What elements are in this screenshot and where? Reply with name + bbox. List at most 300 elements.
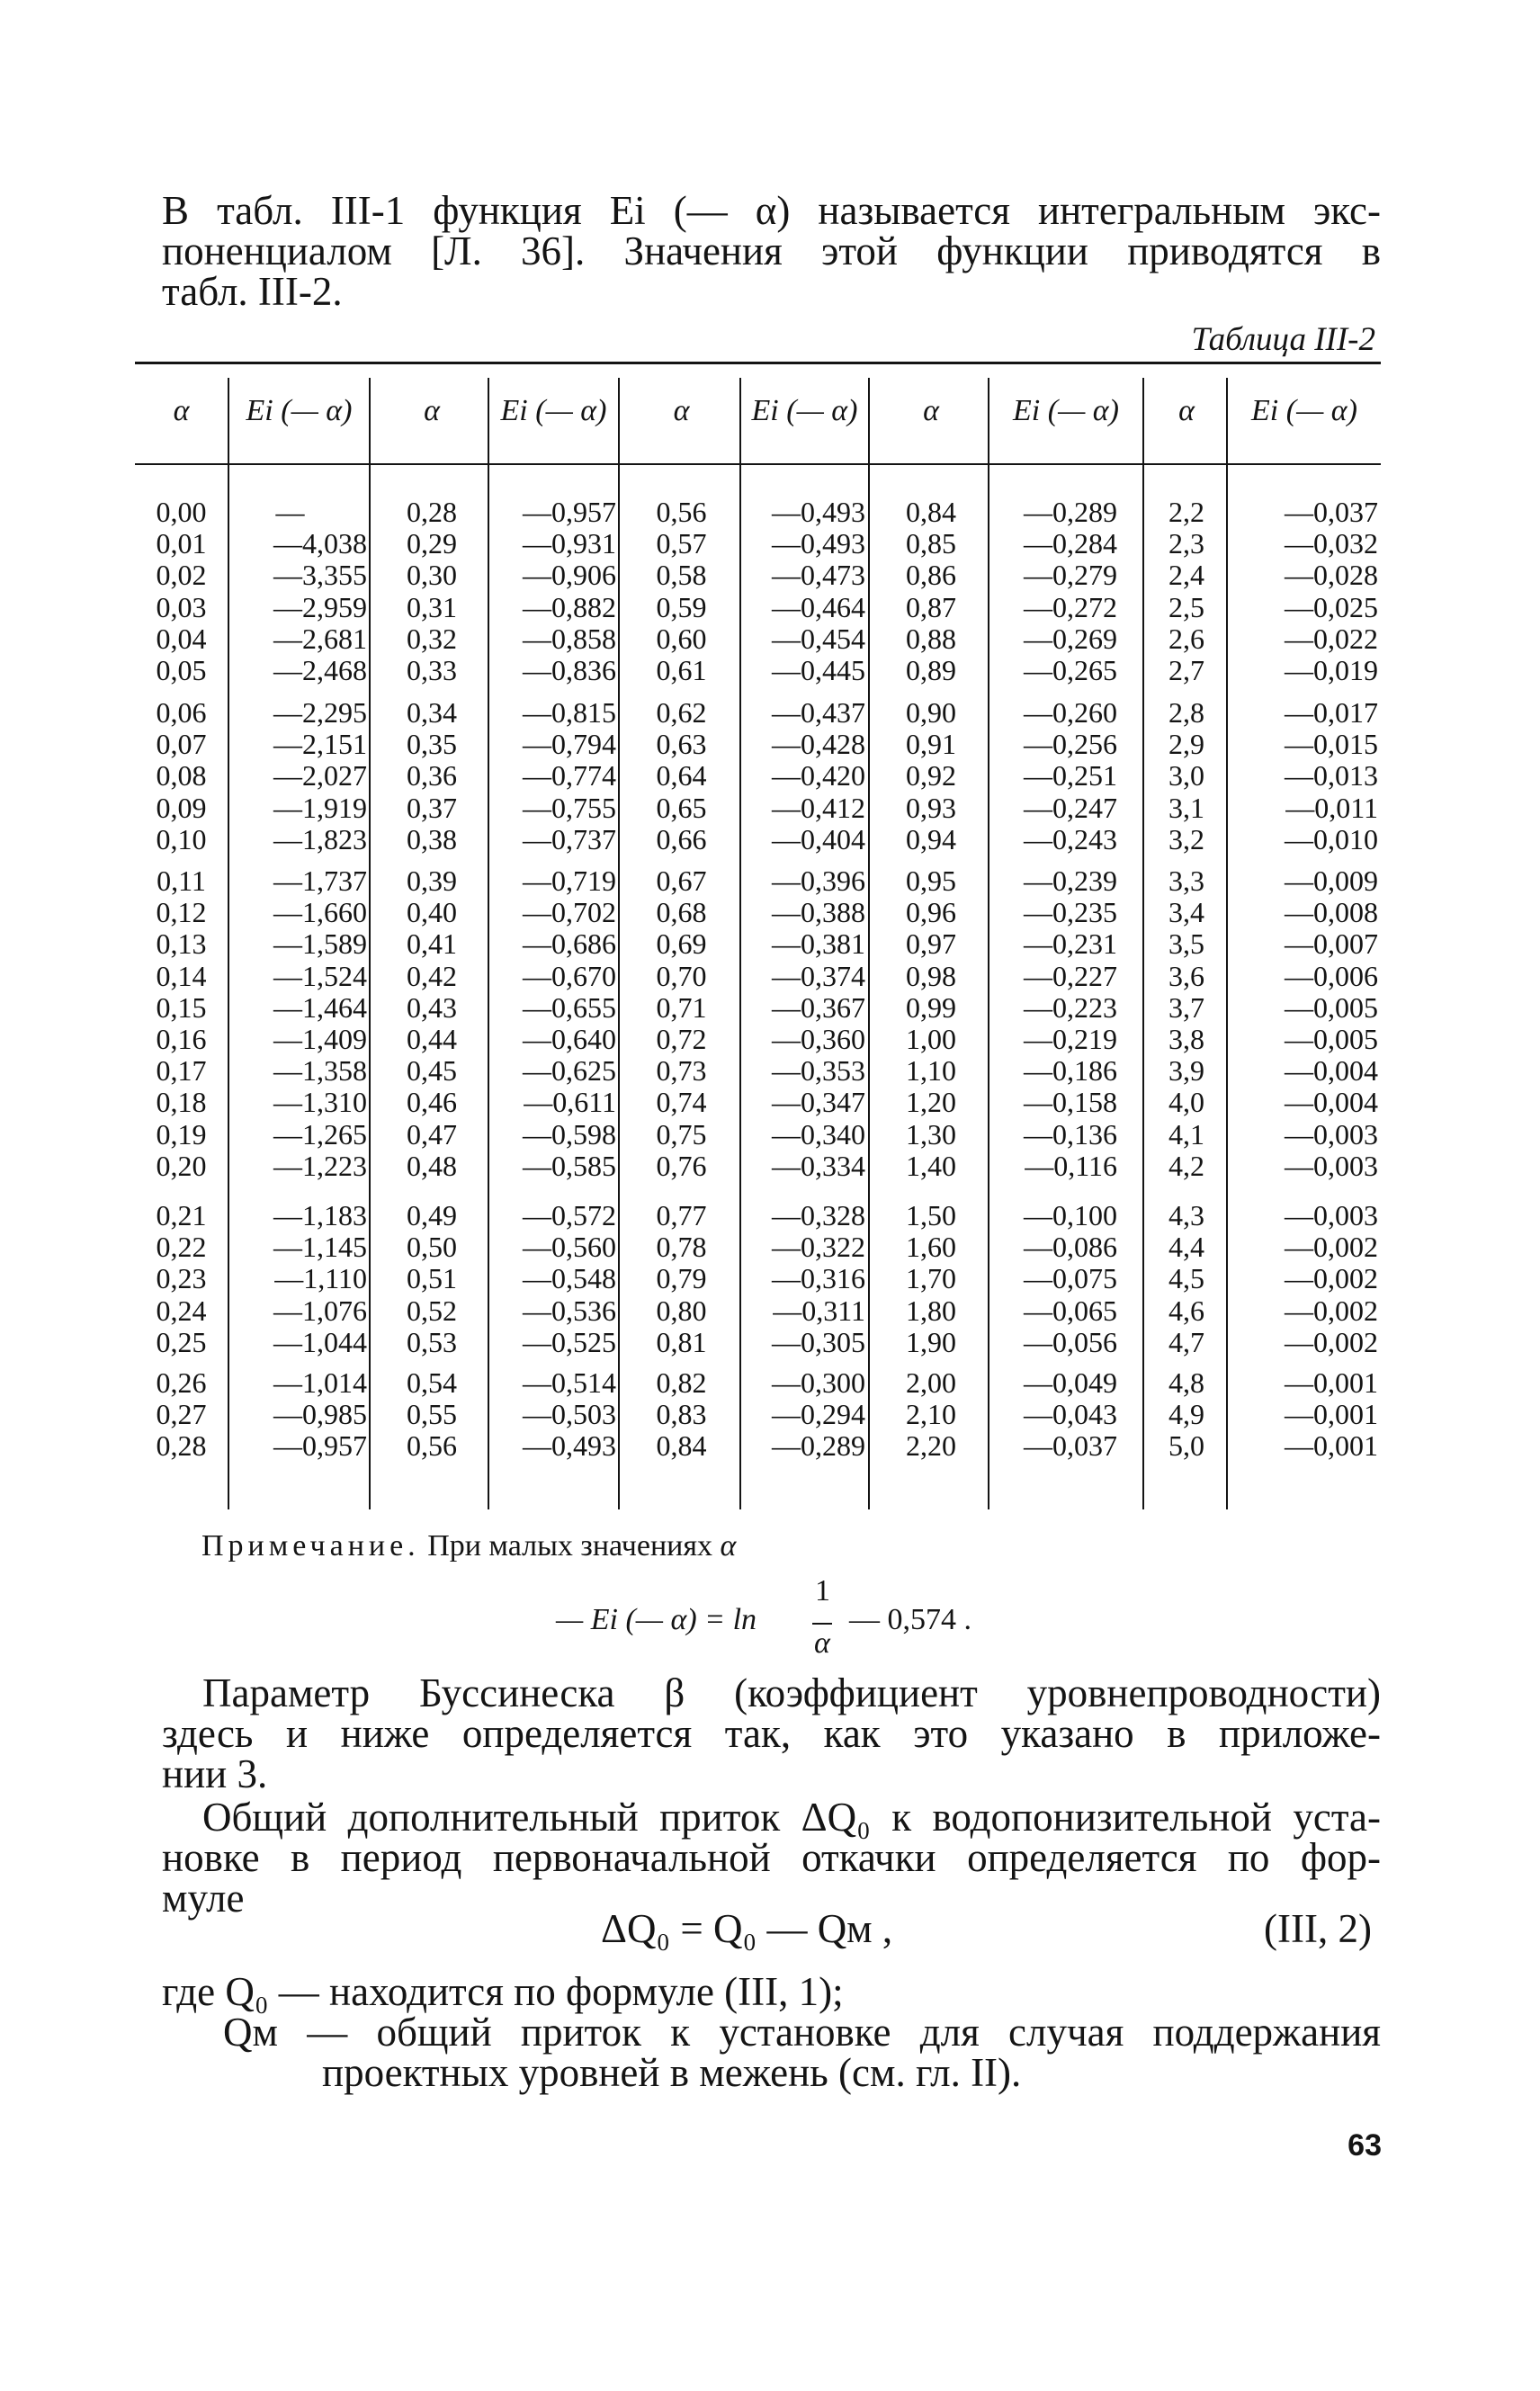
ei-value-cell: —2,959 — [273, 590, 367, 623]
ei-value-cell: —0,755 — [523, 791, 616, 824]
ei-value-cell: —0,548 — [523, 1262, 616, 1295]
header-alpha: α — [1178, 394, 1195, 427]
ei-value-cell: —1,409 — [273, 1023, 367, 1055]
alpha-cell: 0,28 — [156, 1429, 207, 1463]
ei-value-cell: —1,310 — [273, 1086, 367, 1119]
alpha-cell: 0,79 — [656, 1262, 707, 1295]
ei-value-cell: —0,420 — [772, 759, 865, 793]
alpha-cell: 0,46 — [407, 1086, 457, 1119]
ei-value-cell: —0,002 — [1285, 1325, 1378, 1358]
ei-value-cell: —0,002 — [1285, 1262, 1378, 1295]
ei-value-cell: —1,919 — [273, 791, 367, 824]
ei-value-cell: —0,136 — [1024, 1117, 1117, 1151]
alpha-cell: 0,00 — [156, 496, 207, 528]
ei-value-cell: —0,219 — [1024, 1023, 1117, 1055]
ei-value-cell: —0,503 — [523, 1398, 616, 1431]
alpha-cell: 0,96 — [906, 896, 956, 929]
ei-value-cell: —0,328 — [772, 1199, 865, 1231]
note-label: Примечание. — [201, 1529, 420, 1563]
intro-line-3: табл. III-2. — [162, 269, 343, 314]
ei-value-cell: —0,158 — [1024, 1086, 1117, 1119]
ei-value-cell: —0,247 — [1024, 791, 1117, 824]
alpha-cell: 0,89 — [906, 654, 956, 686]
ei-value-cell: —0,353 — [772, 1054, 865, 1088]
alpha-cell: 4,6 — [1168, 1294, 1204, 1327]
para2-line-2: здесь и ниже определяется так, как это указано в приложе- — [162, 1711, 1381, 1756]
alpha-cell: 0,73 — [656, 1054, 707, 1088]
alpha-cell: 0,95 — [906, 864, 956, 897]
alpha-cell: 0,07 — [156, 728, 207, 761]
alpha-cell: 2,00 — [906, 1366, 956, 1399]
alpha-cell: 0,04 — [156, 622, 207, 655]
alpha-cell: 0,84 — [906, 496, 956, 528]
table-column-divider — [739, 378, 741, 1509]
alpha-cell: 0,76 — [656, 1149, 707, 1182]
alpha-cell: 0,98 — [906, 959, 956, 992]
alpha-cell: 0,36 — [407, 759, 457, 793]
alpha-cell: 0,21 — [156, 1199, 207, 1231]
ei-value-cell: —0,279 — [1024, 559, 1117, 592]
alpha-cell: 0,47 — [407, 1117, 457, 1151]
alpha-cell: 0,61 — [656, 654, 707, 686]
alpha-cell: 0,28 — [407, 496, 457, 528]
alpha-cell: 1,50 — [906, 1199, 956, 1231]
ei-value-cell: —0,005 — [1285, 1023, 1378, 1055]
ei-value-cell: —0,340 — [772, 1117, 865, 1151]
ei-value-cell: —0,223 — [1024, 990, 1117, 1024]
alpha-cell: 0,27 — [156, 1398, 207, 1431]
alpha-cell: 0,83 — [656, 1398, 707, 1431]
alpha-cell: 3,8 — [1168, 1023, 1204, 1055]
alpha-cell: 2,4 — [1168, 559, 1204, 592]
ei-value-cell: —1,076 — [273, 1294, 367, 1327]
alpha-cell: 0,51 — [407, 1262, 457, 1295]
note-alpha: α — [720, 1529, 737, 1563]
ei-value-cell: —0,037 — [1285, 496, 1378, 528]
ei-value-cell: —0,686 — [523, 927, 616, 961]
alpha-cell: 4,2 — [1168, 1149, 1204, 1182]
alpha-cell: 4,7 — [1168, 1325, 1204, 1358]
ei-value-cell: —0,075 — [1024, 1262, 1117, 1295]
ei-value-cell: —0,560 — [523, 1231, 616, 1264]
alpha-cell: 0,86 — [906, 559, 956, 592]
page-number: 63 — [1348, 2128, 1382, 2163]
alpha-cell: 0,25 — [156, 1325, 207, 1358]
ei-value-cell: — — [275, 496, 305, 528]
ei-value-cell: —0,007 — [1285, 927, 1378, 961]
ei-value-cell: —0,374 — [772, 959, 865, 992]
alpha-cell: 0,26 — [156, 1366, 207, 1399]
ei-value-cell: —0,019 — [1285, 654, 1378, 686]
alpha-cell: 1,20 — [906, 1086, 956, 1119]
ei-value-cell: —0,985 — [273, 1398, 367, 1431]
alpha-cell: 0,59 — [656, 590, 707, 623]
ei-value-cell: —0,043 — [1024, 1398, 1117, 1431]
alpha-cell: 0,74 — [656, 1086, 707, 1119]
alpha-cell: 0,56 — [656, 496, 707, 528]
alpha-cell: 4,3 — [1168, 1199, 1204, 1231]
intro-paragraph — [162, 188, 1381, 314]
alpha-cell: 3,1 — [1168, 791, 1204, 824]
ei-value-cell: —2,681 — [273, 622, 367, 655]
ei-value-cell: —0,251 — [1024, 759, 1117, 793]
alpha-cell: 0,32 — [407, 622, 457, 655]
ei-value-cell: —0,412 — [772, 791, 865, 824]
alpha-cell: 0,14 — [156, 959, 207, 992]
alpha-cell: 1,40 — [906, 1149, 956, 1182]
ei-value-cell: —0,611 — [524, 1086, 616, 1119]
fraction-bar — [812, 1623, 832, 1625]
ei-value-cell: —0,305 — [772, 1325, 865, 1358]
ei-value-cell: —0,003 — [1285, 1199, 1378, 1231]
ei-value-cell: —0,227 — [1024, 959, 1117, 992]
alpha-cell: 2,2 — [1168, 496, 1204, 528]
alpha-cell: 0,09 — [156, 791, 207, 824]
table-top-rule — [135, 362, 1381, 364]
alpha-cell: 0,10 — [156, 822, 207, 855]
ei-value-cell: —0,260 — [1024, 696, 1117, 729]
alpha-cell: 2,5 — [1168, 590, 1204, 623]
alpha-cell: 0,80 — [656, 1294, 707, 1327]
alpha-cell: 0,45 — [407, 1054, 457, 1088]
alpha-cell: 4,4 — [1168, 1231, 1204, 1264]
alpha-cell: 2,10 — [906, 1398, 956, 1431]
ei-value-cell: —0,655 — [523, 990, 616, 1024]
ei-value-cell: —0,322 — [772, 1231, 865, 1264]
header-alpha: α — [424, 394, 440, 427]
alpha-cell: 0,65 — [656, 791, 707, 824]
alpha-cell: 1,90 — [906, 1325, 956, 1358]
alpha-cell: 0,91 — [906, 728, 956, 761]
alpha-cell: 0,85 — [906, 527, 956, 560]
alpha-cell: 0,56 — [407, 1429, 457, 1463]
ei-value-cell: —0,906 — [523, 559, 616, 592]
alpha-cell: 0,70 — [656, 959, 707, 992]
ei-value-cell: —0,116 — [1025, 1149, 1117, 1182]
alpha-cell: 3,0 — [1168, 759, 1204, 793]
alpha-cell: 0,24 — [156, 1294, 207, 1327]
alpha-cell: 1,00 — [906, 1023, 956, 1055]
table-column-divider — [488, 378, 489, 1509]
alpha-cell: 2,6 — [1168, 622, 1204, 655]
ei-value-cell: —3,355 — [273, 559, 367, 592]
alpha-cell: 0,01 — [156, 527, 207, 560]
alpha-cell: 0,05 — [156, 654, 207, 686]
alpha-cell: 0,38 — [407, 822, 457, 855]
para3-line-3: муле — [162, 1876, 245, 1921]
alpha-cell: 0,33 — [407, 654, 457, 686]
ei-value-cell: —0,022 — [1285, 622, 1378, 655]
header-ei: Ei (— α) — [1013, 394, 1119, 427]
table-column-divider — [618, 378, 620, 1509]
alpha-cell: 0,02 — [156, 559, 207, 592]
alpha-cell: 0,37 — [407, 791, 457, 824]
ei-value-cell: —0,514 — [523, 1366, 616, 1399]
intro-line-2: поненциалом [Л. 36]. Значения этой функции приводятся в — [162, 228, 1381, 273]
ei-value-cell: —1,823 — [273, 822, 367, 855]
ei-value-cell: —0,388 — [772, 896, 865, 929]
intro-line-1: В табл. III-1 функция Ei (— α) называется интегральным экс- — [162, 188, 1381, 233]
ei-value-cell: —0,006 — [1285, 959, 1378, 992]
ei-value-cell: —0,289 — [1024, 496, 1117, 528]
alpha-cell: 3,2 — [1168, 822, 1204, 855]
table-column-divider — [369, 378, 371, 1509]
ei-value-cell: —0,493 — [772, 496, 865, 528]
alpha-cell: 0,67 — [656, 864, 707, 897]
ei-value-cell: —0,464 — [772, 590, 865, 623]
ei-value-cell: —0,008 — [1285, 896, 1378, 929]
alpha-cell: 0,71 — [656, 990, 707, 1024]
alpha-cell: 0,55 — [407, 1398, 457, 1431]
ei-value-cell: —0,001 — [1285, 1366, 1378, 1399]
ei-value-cell: —0,011 — [1285, 791, 1378, 824]
ei-value-cell: —0,525 — [523, 1325, 616, 1358]
ei-value-cell: —0,931 — [523, 527, 616, 560]
alpha-cell: 0,16 — [156, 1023, 207, 1055]
ei-value-cell: —2,468 — [273, 654, 367, 686]
ei-value-cell: —0,585 — [523, 1149, 616, 1182]
alpha-cell: 0,68 — [656, 896, 707, 929]
alpha-cell: 1,80 — [906, 1294, 956, 1327]
ei-value-cell: —0,004 — [1285, 1086, 1378, 1119]
ei-value-cell: —0,028 — [1285, 559, 1378, 592]
table-column-divider — [988, 378, 989, 1509]
ei-value-cell: —0,086 — [1024, 1231, 1117, 1264]
ei-value-cell: —0,572 — [523, 1199, 616, 1231]
ei-value-cell: —0,300 — [772, 1366, 865, 1399]
alpha-cell: 0,99 — [906, 990, 956, 1024]
alpha-cell: 0,81 — [656, 1325, 707, 1358]
alpha-cell: 0,93 — [906, 791, 956, 824]
ei-value-cell: —0,858 — [523, 622, 616, 655]
table-column-divider — [1142, 378, 1144, 1509]
alpha-cell: 0,44 — [407, 1023, 457, 1055]
alpha-cell: 0,63 — [656, 728, 707, 761]
alpha-cell: 0,49 — [407, 1199, 457, 1231]
ei-value-cell: —0,015 — [1285, 728, 1378, 761]
ei-value-cell: —0,284 — [1024, 527, 1117, 560]
ei-value-cell: —0,002 — [1285, 1231, 1378, 1264]
ei-value-cell: —0,794 — [523, 728, 616, 761]
ei-value-cell: —0,836 — [523, 654, 616, 686]
para2-line-1: Параметр Буссинеска β (коэффициент уровнепроводности) — [202, 1670, 1381, 1715]
alpha-cell: 0,58 — [656, 559, 707, 592]
ei-value-cell: —0,003 — [1285, 1149, 1378, 1182]
ei-value-cell: —0,882 — [523, 590, 616, 623]
alpha-cell: 2,3 — [1168, 527, 1204, 560]
alpha-cell: 2,9 — [1168, 728, 1204, 761]
alpha-cell: 0,94 — [906, 822, 956, 855]
alpha-cell: 0,35 — [407, 728, 457, 761]
boussinesq-paragraph — [162, 1670, 1381, 1796]
ei-value-cell: —0,774 — [523, 759, 616, 793]
ei-value-cell: —0,100 — [1024, 1199, 1117, 1231]
inflow-paragraph — [162, 1797, 1381, 1919]
alpha-cell: 0,41 — [407, 927, 457, 961]
alpha-cell: 0,34 — [407, 696, 457, 729]
alpha-cell: 0,29 — [407, 527, 457, 560]
alpha-cell: 0,69 — [656, 927, 707, 961]
alpha-cell: 3,3 — [1168, 864, 1204, 897]
alpha-cell: 3,4 — [1168, 896, 1204, 929]
alpha-cell: 0,75 — [656, 1117, 707, 1151]
alpha-cell: 0,57 — [656, 527, 707, 560]
where-clause — [162, 1969, 1381, 2095]
alpha-cell: 0,42 — [407, 959, 457, 992]
alpha-cell: 0,97 — [906, 927, 956, 961]
alpha-cell: 0,50 — [407, 1231, 457, 1264]
header-ei: Ei (— α) — [246, 394, 353, 427]
alpha-cell: 0,18 — [156, 1086, 207, 1119]
ei-value-cell: —0,737 — [523, 822, 616, 855]
ei-value-cell: —2,295 — [273, 696, 367, 729]
alpha-cell: 0,20 — [156, 1149, 207, 1182]
alpha-cell: 0,03 — [156, 590, 207, 623]
ei-value-cell: —0,957 — [273, 1429, 367, 1463]
para3-line-1: Общий дополнительный приток ΔQ₀ к водопонизительной уста- — [202, 1795, 1381, 1840]
alpha-cell: 0,78 — [656, 1231, 707, 1264]
ei-value-cell: —0,239 — [1024, 864, 1117, 897]
ei-value-cell: —0,065 — [1024, 1294, 1117, 1327]
alpha-cell: 0,48 — [407, 1149, 457, 1182]
alpha-cell: 4,0 — [1168, 1086, 1204, 1119]
alpha-cell: 0,53 — [407, 1325, 457, 1358]
ei-value-cell: —0,437 — [772, 696, 865, 729]
alpha-cell: 0,43 — [407, 990, 457, 1024]
alpha-cell: 0,90 — [906, 696, 956, 729]
ei-value-cell: —0,493 — [523, 1429, 616, 1463]
ei-value-cell: —0,454 — [772, 622, 865, 655]
ei-value-cell: —1,110 — [274, 1262, 367, 1295]
ei-value-cell: —0,049 — [1024, 1366, 1117, 1399]
ei-value-cell: —1,044 — [273, 1325, 367, 1358]
header-ei: Ei (— α) — [500, 394, 607, 427]
where-line-2: Qм — общий приток к установке для случая поддержания — [223, 2010, 1381, 2055]
ei-value-cell: —0,957 — [523, 496, 616, 528]
ei-value-cell: —1,589 — [273, 927, 367, 961]
note-text: При малых значениях — [427, 1529, 712, 1563]
ei-value-cell: —0,243 — [1024, 822, 1117, 855]
equation-III-2 — [0, 1905, 1540, 1950]
ei-value-cell: —0,256 — [1024, 728, 1117, 761]
header-alpha: α — [173, 394, 190, 427]
alpha-cell: 0,54 — [407, 1366, 457, 1399]
ei-value-cell: —0,056 — [1024, 1325, 1117, 1358]
alpha-cell: 0,72 — [656, 1023, 707, 1055]
where-line-3: проектных уровней в межень (см. гл. II). — [322, 2050, 1022, 2095]
table-column-divider — [868, 378, 870, 1509]
alpha-cell: 2,7 — [1168, 654, 1204, 686]
alpha-cell: 0,88 — [906, 622, 956, 655]
alpha-cell: 0,77 — [656, 1199, 707, 1231]
ei-value-cell: —1,358 — [273, 1054, 367, 1088]
ei-value-cell: —1,737 — [273, 864, 367, 897]
ei-value-cell: —0,536 — [523, 1294, 616, 1327]
ei-value-cell: —0,702 — [523, 896, 616, 929]
alpha-cell: 2,8 — [1168, 696, 1204, 729]
note-formula-numerator: 1 — [815, 1574, 830, 1607]
ei-value-cell: —0,235 — [1024, 896, 1117, 929]
ei-value-cell: —0,032 — [1285, 527, 1378, 560]
ei-value-cell: —0,009 — [1285, 864, 1378, 897]
ei-value-cell: —0,445 — [772, 654, 865, 686]
ei-value-cell: —0,347 — [772, 1086, 865, 1119]
alpha-cell: 0,06 — [156, 696, 207, 729]
ei-value-cell: —0,815 — [523, 696, 616, 729]
ei-value-cell: —0,003 — [1285, 1117, 1378, 1151]
ei-value-cell: —0,005 — [1285, 990, 1378, 1024]
alpha-cell: 0,39 — [407, 864, 457, 897]
ei-value-cell: —0,017 — [1285, 696, 1378, 729]
ei-value-cell: —0,396 — [772, 864, 865, 897]
alpha-cell: 3,6 — [1168, 959, 1204, 992]
ei-value-cell: —0,311 — [773, 1294, 865, 1327]
ei-value-cell: —0,013 — [1285, 759, 1378, 793]
ei-value-cell: —0,670 — [523, 959, 616, 992]
alpha-cell: 0,17 — [156, 1054, 207, 1088]
alpha-cell: 3,7 — [1168, 990, 1204, 1024]
para2-line-3: нии 3. — [162, 1751, 268, 1796]
ei-value-cell: —2,151 — [273, 728, 367, 761]
alpha-cell: 0,15 — [156, 990, 207, 1024]
ei-value-cell: —0,367 — [772, 990, 865, 1024]
ei-value-cell: —0,381 — [772, 927, 865, 961]
ei-value-cell: —0,037 — [1024, 1429, 1117, 1463]
ei-value-cell: —0,010 — [1285, 822, 1378, 855]
ei-value-cell: —0,493 — [772, 527, 865, 560]
note-formula-lhs: — Ei (— α) = ln — [556, 1603, 757, 1636]
ei-value-cell: —0,001 — [1285, 1429, 1378, 1463]
header-ei: Ei (— α) — [751, 394, 858, 427]
alpha-cell: 2,20 — [906, 1429, 956, 1463]
ei-value-cell: —0,002 — [1285, 1294, 1378, 1327]
header-alpha: α — [673, 394, 690, 427]
ei-value-cell: —0,360 — [772, 1023, 865, 1055]
table-column-divider — [228, 378, 229, 1509]
alpha-cell: 0,52 — [407, 1294, 457, 1327]
ei-value-cell: —0,269 — [1024, 622, 1117, 655]
para3-line-2: новке в период первоначальной откачки определяется по фор- — [162, 1835, 1381, 1880]
ei-value-cell: —1,524 — [273, 959, 367, 992]
ei-values-table — [135, 362, 1381, 1510]
ei-value-cell: —0,186 — [1024, 1054, 1117, 1088]
alpha-cell: 0,12 — [156, 896, 207, 929]
ei-value-cell: —0,289 — [772, 1429, 865, 1463]
alpha-cell: 0,92 — [906, 759, 956, 793]
alpha-cell: 0,84 — [656, 1429, 707, 1463]
alpha-cell: 0,11 — [157, 864, 206, 897]
alpha-cell: 5,0 — [1168, 1429, 1204, 1463]
alpha-cell: 0,19 — [156, 1117, 207, 1151]
ei-value-cell: —0,265 — [1024, 654, 1117, 686]
ei-value-cell: —0,473 — [772, 559, 865, 592]
alpha-cell: 1,60 — [906, 1231, 956, 1264]
ei-value-cell: —0,294 — [772, 1398, 865, 1431]
ei-value-cell: —0,404 — [772, 822, 865, 855]
table-note — [201, 1529, 736, 1563]
note-formula-rhs: — 0,574 . — [849, 1603, 971, 1636]
alpha-cell: 1,70 — [906, 1262, 956, 1295]
ei-value-cell: —0,316 — [772, 1262, 865, 1295]
ei-value-cell: —2,027 — [273, 759, 367, 793]
alpha-cell: 4,5 — [1168, 1262, 1204, 1295]
alpha-cell: 0,64 — [656, 759, 707, 793]
alpha-cell: 0,40 — [407, 896, 457, 929]
ei-value-cell: —1,464 — [273, 990, 367, 1024]
ei-value-cell: —1,265 — [273, 1117, 367, 1151]
equation-formula: ΔQ₀ = Q₀ — Qм , — [601, 1906, 893, 1951]
alpha-cell: 0,62 — [656, 696, 707, 729]
